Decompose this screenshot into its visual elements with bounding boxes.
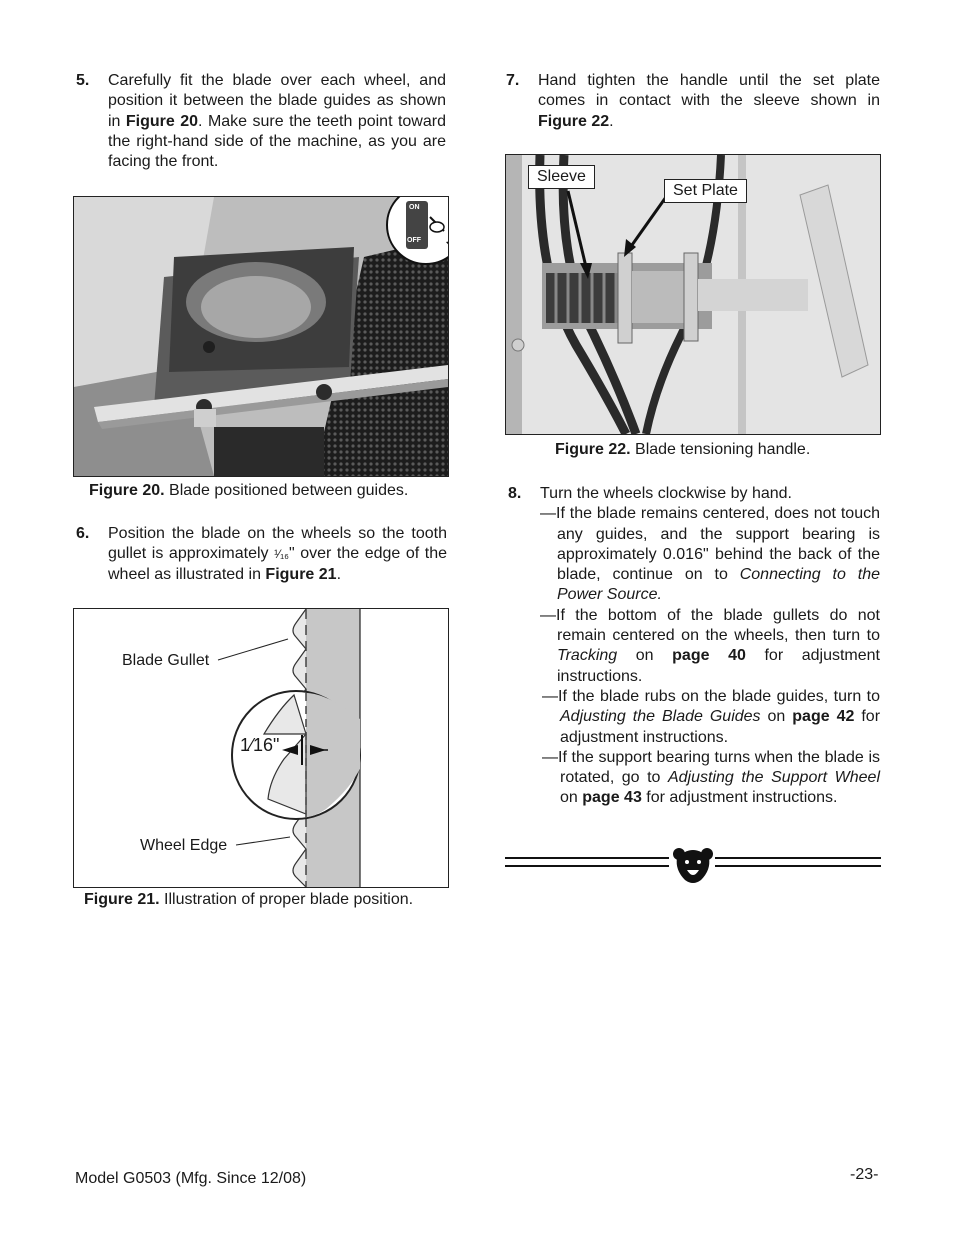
switch-on-label: ON [409,204,420,211]
step-text: Hand tighten the handle until the set plate comes in contact with the sleeve shown in Figure 22. [538,72,880,130]
measurement-label: 1⁄16" [240,735,280,755]
step-number: 7. [506,72,520,89]
step-text: Position the blade on the wheels so the tooth gullet is approximately ¹⁄₁₆" over the edge of the wheel as illustrated in Figure 21. [108,525,448,583]
step-number: 8. [508,485,522,502]
figure-21-caption: Figure 21. Illustration of proper blade position. [84,891,414,908]
figure-22-caption: Figure 22. Blade tensioning handle. [555,441,811,458]
set-plate-label: Set Plate [664,179,747,203]
step-5 [76,71,446,172]
figure-20-caption: Figure 20. Blade positioned between guides. [89,482,409,499]
step-8-intro: Turn the wheels clockwise by hand. [540,485,792,502]
divider-line-left [505,857,669,867]
step-6 [76,524,447,585]
grizzly-bear-logo-icon [671,846,715,886]
on-off-switch-icon [386,196,449,265]
figure-22-photo [505,154,881,435]
step-8-bullet-2: —If the bottom of the blade gullets do not remain centered on the wheels, then turn to Tracking on page 40 for adjustment instructions. [540,606,881,685]
wheel-edge-label: Wheel Edge [140,837,228,854]
blade-gullet-label: Blade Gullet [122,652,210,669]
step-7 [506,71,880,132]
step-8-bullet-3: —If the blade rubs on the blade guides, turn to Adjusting the Blade Guides on page 42 for adjustment instructions. [542,687,881,746]
step-8-bullet-1: —If the blade remains centered, does not touch any guides, and the support bearing is approximately 0.016" behind the back of the blade, continue on to Connecting to the Power Source. [540,505,880,604]
page-number: -23- [850,1166,879,1183]
divider-line-right [715,857,881,867]
clockwise-arrow-icon [388,196,449,263]
figure-21-diagram [73,608,449,888]
step-number: 6. [76,525,90,542]
section-divider [505,852,881,888]
sleeve-label: Sleeve [528,165,595,189]
footer-model: Model G0503 (Mfg. Since 12/08) [75,1170,307,1187]
step-8 [508,484,880,809]
figure-20-photo [73,196,449,477]
step-text: Carefully fit the blade over each wheel, and position it between the blade guides as shown in Figure 20. Make sure the teeth point toward the right-hand side of the machine, as you are facing the front. [108,72,446,171]
step-8-bullet-4: —If the support bearing turns when the blade is rotated, go to Adjusting the Support Wheel on page 43 for adjustment instructions. [542,748,880,807]
step-number: 5. [76,72,90,89]
switch-off-label: OFF [407,237,421,244]
